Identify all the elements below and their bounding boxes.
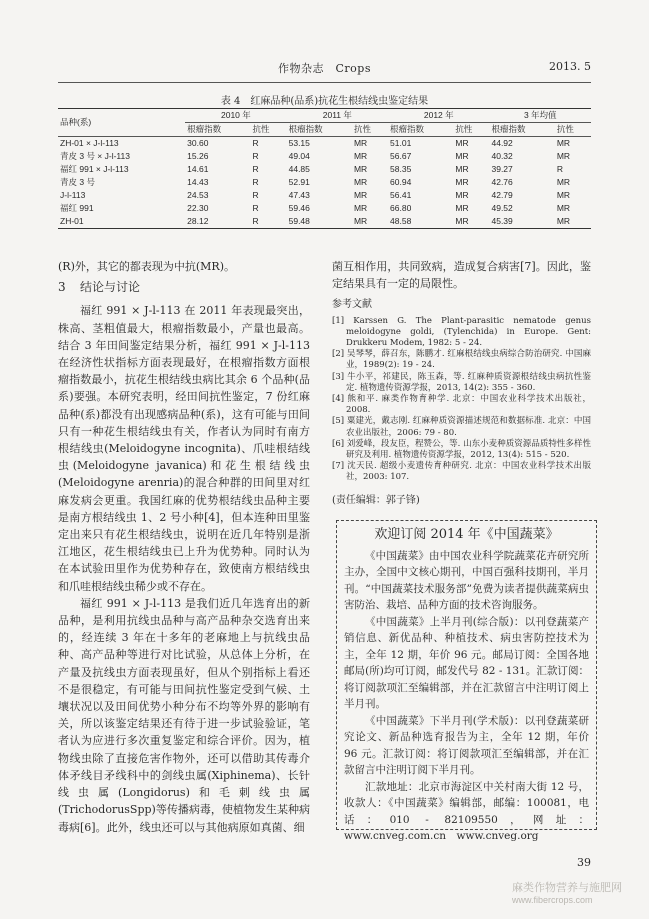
variety-cell: 青皮 3 号 [60,177,95,187]
value-cell: 42.76 [491,177,513,187]
value-cell: 14.43 [187,177,209,187]
sub-header-index: 根瘤指数 [287,123,352,137]
value-cell: R [252,177,259,187]
responsible-editor: (责任编辑：郭子锋) [332,494,420,506]
variety-cell: 青皮 3 号 × J-l-113 [60,151,130,161]
variety-cell: 福红 991 × J-l-113 [60,164,129,174]
reference-item: [7] 沈天民. 超级小麦遗传育种研究. 北京：中国农业科学技术出版社，2003: 107. [332,461,591,483]
reference-item: [2] 吴琴琴，薛召东，陈鹏才. 红麻根结线虫病综合防治研究. 中国麻业，1989(2): 19 - 24. [332,349,591,371]
running-header [58,60,591,80]
value-cell: 15.26 [187,151,209,161]
variety-cell: ZH-01 × J-l-113 [60,138,119,148]
variety-cell: ZH-01 [58,215,185,229]
value-cell: MR [556,190,571,200]
value-cell: MR [453,215,489,229]
value-cell: 30.60 [187,138,209,148]
ad-title: 欢迎订阅 2014 年《中国蔬菜》 [374,527,559,542]
value-cell: MR [455,138,469,148]
value-cell: 45.39 [489,215,554,229]
value-cell: 44.92 [491,138,513,148]
sub-header-resist: 抗性 [352,123,388,137]
value-cell: MR [556,138,571,148]
section-heading [58,279,310,296]
variety-cell: 福红 991 [60,203,94,213]
sub-header-index: 根瘤指数 [489,123,554,137]
value-cell: MR [556,203,571,213]
reference-item: [3] 牛小平，祁建民，陈玉森，等. 红麻种质资源根结线虫病抗性鉴定. 植物遗传资源学报，2013, 14(2): 355 - 360. [332,371,591,393]
page-number: 39 [577,856,591,869]
value-cell: MR [353,203,368,213]
value-cell: 66.80 [390,203,412,213]
reference-item: [4] 熊和平. 麻类作物育种学. 北京：中国农业科学技术出版社，2008. [332,394,591,416]
value-cell: MR [556,177,571,187]
table-row [58,176,591,189]
value-cell: MR [555,215,591,229]
value-cell: R [251,215,287,229]
issue-date: 2013. 5 [549,60,591,73]
year-header: 2010 年 [185,109,286,123]
table-caption: 表 4 红麻品种(品系)抗花生根结线虫鉴定结果 [220,96,429,107]
value-cell: 60.94 [390,177,412,187]
value-cell: 48.58 [388,215,453,229]
paragraph: 菌互相作用，共同致病，造成复合病害[7]。因此，鉴定结果具有一定的局限性。 [332,260,591,291]
value-cell: 22.30 [187,203,209,213]
value-cell: MR [352,215,388,229]
value-cell: R [252,190,259,200]
variety-cell: J-l-113 [60,190,86,200]
value-cell: 58.35 [390,164,412,174]
paragraph: (R)外，其它的都表现为中抗(MR)。 [58,260,235,273]
value-cell: MR [455,164,469,174]
journal-name: 作物杂志 Crops [278,62,371,75]
section-number: 3 [58,280,66,295]
value-cell: R [252,203,259,213]
value-cell: MR [455,177,469,187]
col-variety-header: 品种(系) [58,109,185,137]
year-header: 2011 年 [287,109,388,123]
value-cell: 56.41 [390,190,412,200]
watermark-url: www.fibercrops.com [512,895,593,905]
year-header: 2012 年 [388,109,489,123]
watermark-text: 麻类作物营养与施肥网 [512,882,622,894]
subscription-ad [336,520,597,842]
value-cell: 59.46 [288,203,310,213]
value-cell: 28.12 [185,215,250,229]
sub-header-resist: 抗性 [453,123,489,137]
paragraph: 福红 991 × J-l-113 是我们近几年选育出的新品种，是利用抗线虫品种与高产品种杂交选育出来的，经连续 3 年在十多年的老麻地上与抗线虫品种、高产品种等进行对比试验，从总体上分析，在产量及抗线虫方面表现虽好，但从个别指标上看还不是很稳定，有可能与田间抗性鉴定受到气候、土壤状况以及田间优势小种分布不均等外界的影响有关，所以该鉴定结果还有待于进一步试验验证，笔者认为应进行多次重复鉴定和综合评价。因为，植物线虫除了直接危害作物外，还可以借助其传毒介体矛线目矛线科中的剑线虫属(Xiphinema)、长针线虫属(Longidorus)和毛刺线虫属(TrichodorusSpp)等传播病毒，使植物发生某种病毒病[6]。此外，线虫还可以与其他病原如真菌、细 [58,596,310,834]
right-column [332,258,591,509]
sub-header-index: 根瘤指数 [388,123,453,137]
value-cell: MR [353,151,368,161]
value-cell: MR [556,151,571,161]
value-cell: MR [353,190,368,200]
ad-paragraph: 《中国蔬菜》由中国农业科学院蔬菜花卉研究所主办，全国中文核心期刊，中国百强科技期刊，半月刊。“中国蔬菜技术服务部”免费为读者提供蔬菜病虫害防治、栽培、品种方面的技术咨询服务。 [344,549,589,611]
table-row [58,163,591,176]
value-cell: MR [353,177,368,187]
value-cell: MR [455,203,469,213]
value-cell: 40.32 [491,151,513,161]
ad-paragraph: 《中国蔬菜》下半月刊(学术版)：以刊登蔬菜研究论文、新品种选育报告为主，全年 12 期，年价 96 元。汇款订阅：将订阅款项汇至编辑部，并在汇款留言中注明订阅下半月刊。 [344,714,589,776]
reference-item: [1] Karssen G. The Plant-parasitic nematode genus meloidogyne goldi, (Tylenchida) in Europe. Gent: Drukkeru Modem, 1982: 5 - 24. [332,315,591,349]
paragraph: 福红 991 × J-l-113 在 2011 年表现最突出，株高、茎粗值最大，根瘤指数最小，产量也最高。结合 3 年田间鉴定结果分析，福红 991 × J-l-113 在经济性状指标方面表现最好，在根瘤指数方面根瘤指数最小，抗花生根结线虫病比其余 6 个品种(品系)要强。本研究表明，经田间抗性鉴定，7 份红麻品种(系)都没有出现感病品种(系)，这有可能与田间只有一种花生根结线虫有关，作者认为同时有南方根结线虫(Meloidogyne incognita)、爪哇根结线虫(Meloidogyne javanica)和花生根结线虫(Meloidogyne arenria)的混合种群的田间里对红麻发病会更重。我国红麻的优势根结线虫品种主要是南方根结线虫 1、2 号小种[4]，但本连种田里鉴定出来只有花生根结线虫，说明在近几年特别是浙江地区，花生根结线虫已上升为优势种。同时认为在本试验田里作为优势种存在，致使南方根结线虫和爪哇根结线虫稀少或不存在。 [58,304,310,593]
value-cell: R [556,164,563,174]
value-cell: MR [353,138,368,148]
value-cell: R [252,151,259,161]
value-cell: 42.79 [491,190,513,200]
table-row [58,202,591,215]
value-cell: 39.27 [491,164,513,174]
resistance-table [58,108,591,229]
left-column [58,258,310,836]
value-cell: R [252,138,259,148]
header-rule [58,82,591,83]
value-cell: 49.04 [288,151,310,161]
reference-item: [5] 粟建光，戴志刚. 红麻种质资源描述规范和数据标准. 北京：中国农业出版社，2006: 79 - 80. [332,416,591,438]
value-cell: 49.52 [491,203,513,213]
sub-header-resist: 抗性 [555,123,591,137]
value-cell: 14.61 [187,164,209,174]
value-cell: 52.91 [288,177,310,187]
sub-header-index: 根瘤指数 [185,123,250,137]
ad-paragraph: 汇款地址：北京市海淀区中关村南大街 12 号，收款人：《中国蔬菜》编辑部，邮编：100081，电话：010 - 82109550，网址：www.cnveg.com.cn www.cnveg.org [344,780,589,842]
value-cell: 59.48 [287,215,352,229]
table-row [58,215,591,229]
references-heading: 参考文献 [332,299,372,311]
value-cell: MR [353,164,368,174]
value-cell: 44.85 [288,164,310,174]
value-cell: MR [455,190,469,200]
sub-header-resist: 抗性 [251,123,287,137]
watermark [512,882,622,906]
table-row [58,137,591,151]
value-cell: 56.67 [390,151,412,161]
value-cell: 51.01 [390,138,412,148]
value-cell: 24.53 [187,190,209,200]
value-cell: MR [455,151,469,161]
value-cell: R [252,164,259,174]
section-title: 结论与讨论 [80,280,141,295]
table-row [58,150,591,163]
year-header: 3 年均值 [489,109,591,123]
value-cell: 47.43 [288,190,310,200]
value-cell: 53.15 [288,138,310,148]
table-row [58,189,591,202]
reference-item: [6] 刘爱峰，段友臣，程赞公，等. 山东小麦种质资源品质特性多样性研究及利用. 植物遗传资源学报，2012, 13(4): 515 - 520. [332,438,591,461]
ad-paragraph: 《中国蔬菜》上半月刊(综合版)：以刊登蔬菜产销信息、新优品种、种植技术、病虫害防控技术为主，全年 12 期，年价 96 元。邮局订阅：全国各地邮局(所)均可订阅，邮发代号 82 - 131。汇款订阅：将订阅款项汇至编辑部，并在汇款留言中注明订阅上半月刊。 [344,615,589,710]
